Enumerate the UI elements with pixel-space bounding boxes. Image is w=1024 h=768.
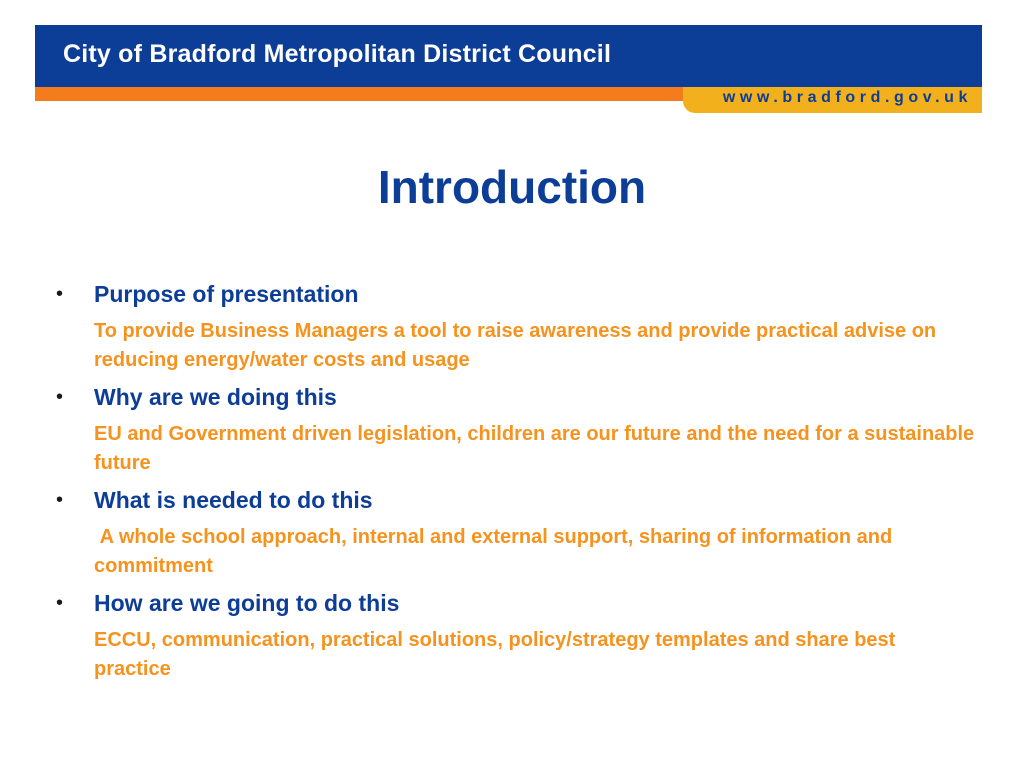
url-tab	[683, 87, 982, 113]
council-name: City of Bradford Metropolitan District Council	[63, 40, 612, 68]
item-detail: A whole school approach, internal and external support, sharing of information and commitment	[94, 526, 898, 577]
website-url: www.bradford.gov.uk	[722, 89, 972, 106]
bullet-icon: •	[56, 386, 64, 408]
list-item	[56, 589, 976, 684]
bullet-icon: •	[56, 592, 64, 614]
list-item	[56, 383, 980, 478]
item-heading: Why are we doing this	[94, 384, 337, 410]
bullet-list	[56, 280, 980, 692]
item-detail: ECCU, communication, practical solutions, policy/strategy templates and share best practice	[94, 629, 901, 680]
header-banner	[35, 25, 982, 87]
item-heading: What is needed to do this	[94, 487, 373, 513]
list-item	[56, 280, 976, 375]
item-detail: EU and Government driven legislation, children are our future and the need for a sustainable future	[94, 423, 980, 474]
bullet-icon: •	[56, 489, 64, 511]
item-heading: How are we going to do this	[94, 590, 400, 616]
item-detail: To provide Business Managers a tool to raise awareness and provide practical advise on reducing energy/water costs and usage	[94, 320, 942, 371]
slide-title: Introduction	[377, 161, 647, 213]
item-heading: Purpose of presentation	[94, 281, 359, 307]
bullet-icon: •	[56, 283, 64, 305]
list-item	[56, 486, 976, 581]
